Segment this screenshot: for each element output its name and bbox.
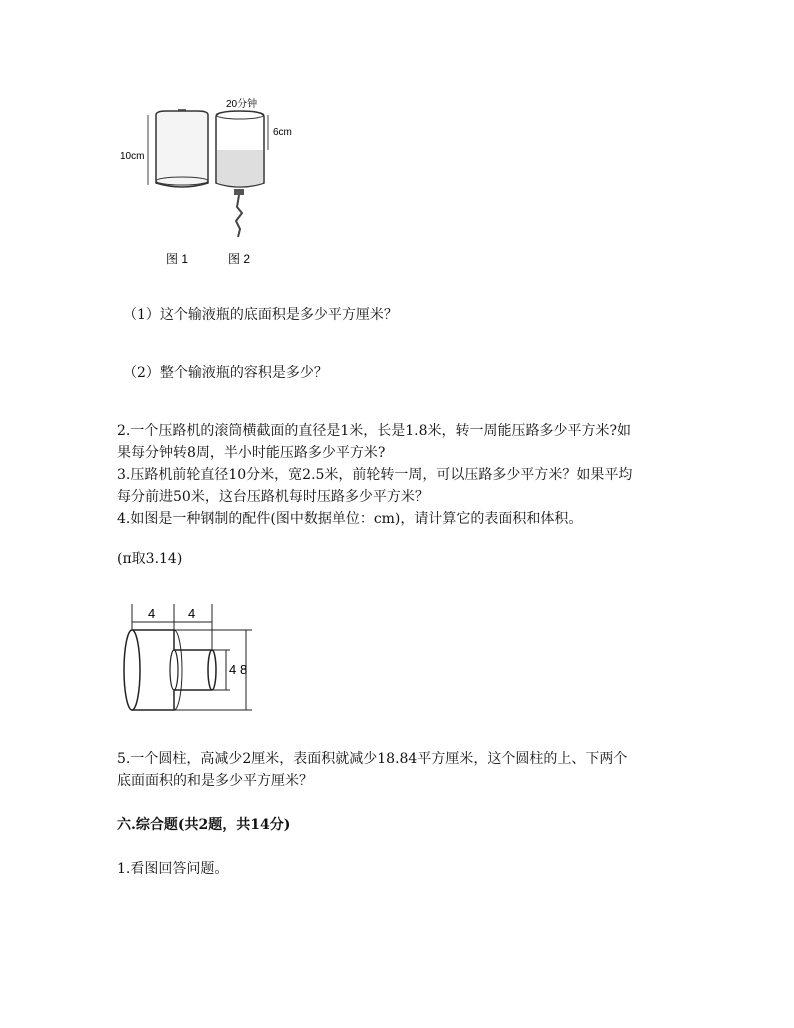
dimension-inner-diameter: 4 (229, 662, 237, 677)
section-6-question-1: 1.看图回答问题。 (117, 861, 229, 877)
dimension-top-left: 4 (148, 606, 156, 621)
question-2-line-1: 2.一个压路机的滚筒横截面的直径是1米，长是1.8米，转一周能压路多少平方米?如 (117, 423, 632, 439)
bottle-1 (156, 109, 208, 187)
steel-part-figure (118, 600, 258, 718)
question-3-line-2: 每分前进50米，这台压路机每时压路多少平方米？ (117, 489, 429, 505)
section-6-heading: 六.综合题(共2题，共14分) (117, 817, 291, 833)
caption-fig-1: 图 1 (166, 252, 189, 266)
question-4-line-1: 4.如图是一种钢制的配件(图中数据单位：cm)，请计算它的表面积和体积。 (117, 511, 583, 527)
time-label: 20分钟 (226, 99, 258, 110)
question-1-part-1: （1）这个输液瓶的底面积是多少平方厘米？ (123, 307, 398, 323)
height-label-10cm: 10cm (120, 151, 145, 162)
question-1-part-2: （2）整个输液瓶的容积是多少？ (123, 365, 328, 381)
dimension-top-right: 4 (188, 606, 196, 621)
infusion-bottle-figure (118, 95, 298, 275)
question-2-line-2: 果每分钟转8周，半小时能压路多少平方米? (117, 445, 386, 461)
question-3-line-1: 3.压路机前轮直径10分米，宽2.5米，前轮转一周，可以压路多少平方米？如果平均 (117, 467, 633, 483)
caption-fig-2: 图 2 (228, 252, 251, 266)
height-label-6cm: 6cm (273, 127, 292, 138)
dimension-outer-diameter: 8 (240, 662, 248, 677)
question-5-line-1: 5.一个圆柱，高减少2厘米，表面积就减少18.84平方厘米，这个圆柱的上、下两个 (117, 751, 628, 767)
bottle-2 (216, 111, 264, 237)
question-4-pi-note: (π取3.14) (117, 551, 183, 567)
question-5-line-2: 底面面积的和是多少平方厘米？ (117, 773, 313, 789)
